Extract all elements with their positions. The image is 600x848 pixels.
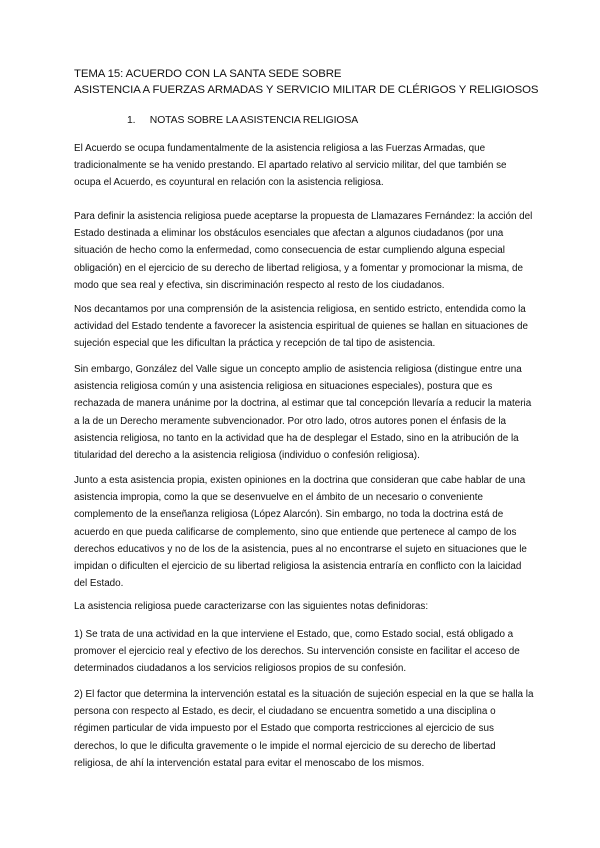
paragraph: Para definir la asistencia religiosa puede aceptarse la propuesta de Llamazares Fernández: la acción del Estado destinada a eliminar los obstáculos esenciales que afectan a algunos ciudadanos (por una situación de hecho como la enfermedad, como consecuencia de estar cumpliendo alguna especial obligación) en el ejercicio de su derecho de libertad religiosa, y a fomentar y promocionar la misma, de modo que sea real y efectiva, sin discriminación respecto al resto de los ciudadanos. <box>74 211 533 291</box>
paragraph: 2) El factor que determina la intervención estatal es la situación de sujeción especial en la que se halla la persona con respecto al Estado, es decir, el ciudadano se encuentra sometido a una disciplina o régimen particular de vida impuesto por el Estado que comporta restricciones al ejercicio de sus derechos, lo que le dificulta gravemente o le impide el normal ejercicio de su derecho de libertad religiosa, de ahí la intervención estatal para evitar el menoscabo de los mismos. <box>74 689 534 769</box>
paragraph: La asistencia religiosa puede caracterizarse con las siguientes notas definidoras: <box>74 601 429 612</box>
paragraph: Nos decantamos por una comprensión de la asistencia religiosa, en sentido estricto, entendida como la actividad del Estado tendente a favorecer la asistencia espiritual de quienes se hallan en situaciones de sujeción especial que les dificultan la práctica y recepción de tal tipo de asistencia. <box>74 304 528 350</box>
paragraph: El Acuerdo se ocupa fundamentalmente de la asistencia religiosa a las Fuerzas Armadas, que tradicionalmente se ha venido prestando. El apartado relativo al servicio militar, del que también se ocupa el Acuerdo, es coyuntural en relación con la asistencia religiosa. <box>74 143 507 189</box>
section-number: 1. <box>127 115 136 126</box>
section-heading <box>127 114 358 128</box>
paragraph: 1) Se trata de una actividad en la que interviene el Estado, que, como Estado social, está obligado a promover el ejercicio real y efectivo de los derechos. Su intervención consiste en facilitar el acceso de determinados ciudadanos a los servicios religiosos propios de su confesión. <box>74 629 520 675</box>
document-title <box>74 66 538 98</box>
paragraph: Junto a esta asistencia propia, existen opiniones en la doctrina que consideran que cabe hablar de una asistencia impropia, como la que se desenvuelve en el ámbito de un necesario o conveniente complemento de la enseñanza religiosa (López Alarcón). Sin embargo, no toda la doctrina está de acuerdo en que pueda calificarse de complemento, sino que entiende que pertenece al campo de los derechos educativos y no de los de la asistencia, pues al no encontrarse el sujeto en situaciones que le impidan o dificulten el ejercicio de su libertad religiosa la asistencia entraría en conflicto con la laicidad del Estado. <box>74 475 527 590</box>
section-title: NOTAS SOBRE LA ASISTENCIA RELIGIOSA <box>149 115 359 126</box>
paragraph: Sin embargo, González del Valle sigue un concepto amplio de asistencia religiosa (distingue entre una asistencia religiosa común y una asistencia religiosa en situaciones especiales), postura que es rechazada de manera unánime por la doctrina, al estimar que tal concepción llevaría a reducir la materia a la de un Derecho meramente subvencionador. Por otro lado, otros autores ponen el énfasis de la asistencia religiosa, no tanto en la actividad que ha de desplegar el Estado, sino en la atribución de la titularidad del derecho a la asistencia religiosa (individuo o confesión religiosa). <box>74 364 532 462</box>
title-line-2: ASISTENCIA A FUERZAS ARMADAS Y SERVICIO MILITAR DE CLÉRIGOS Y RELIGIOSOS <box>74 84 539 96</box>
title-line-1: TEMA 15: ACUERDO CON LA SANTA SEDE SOBRE <box>74 68 342 80</box>
